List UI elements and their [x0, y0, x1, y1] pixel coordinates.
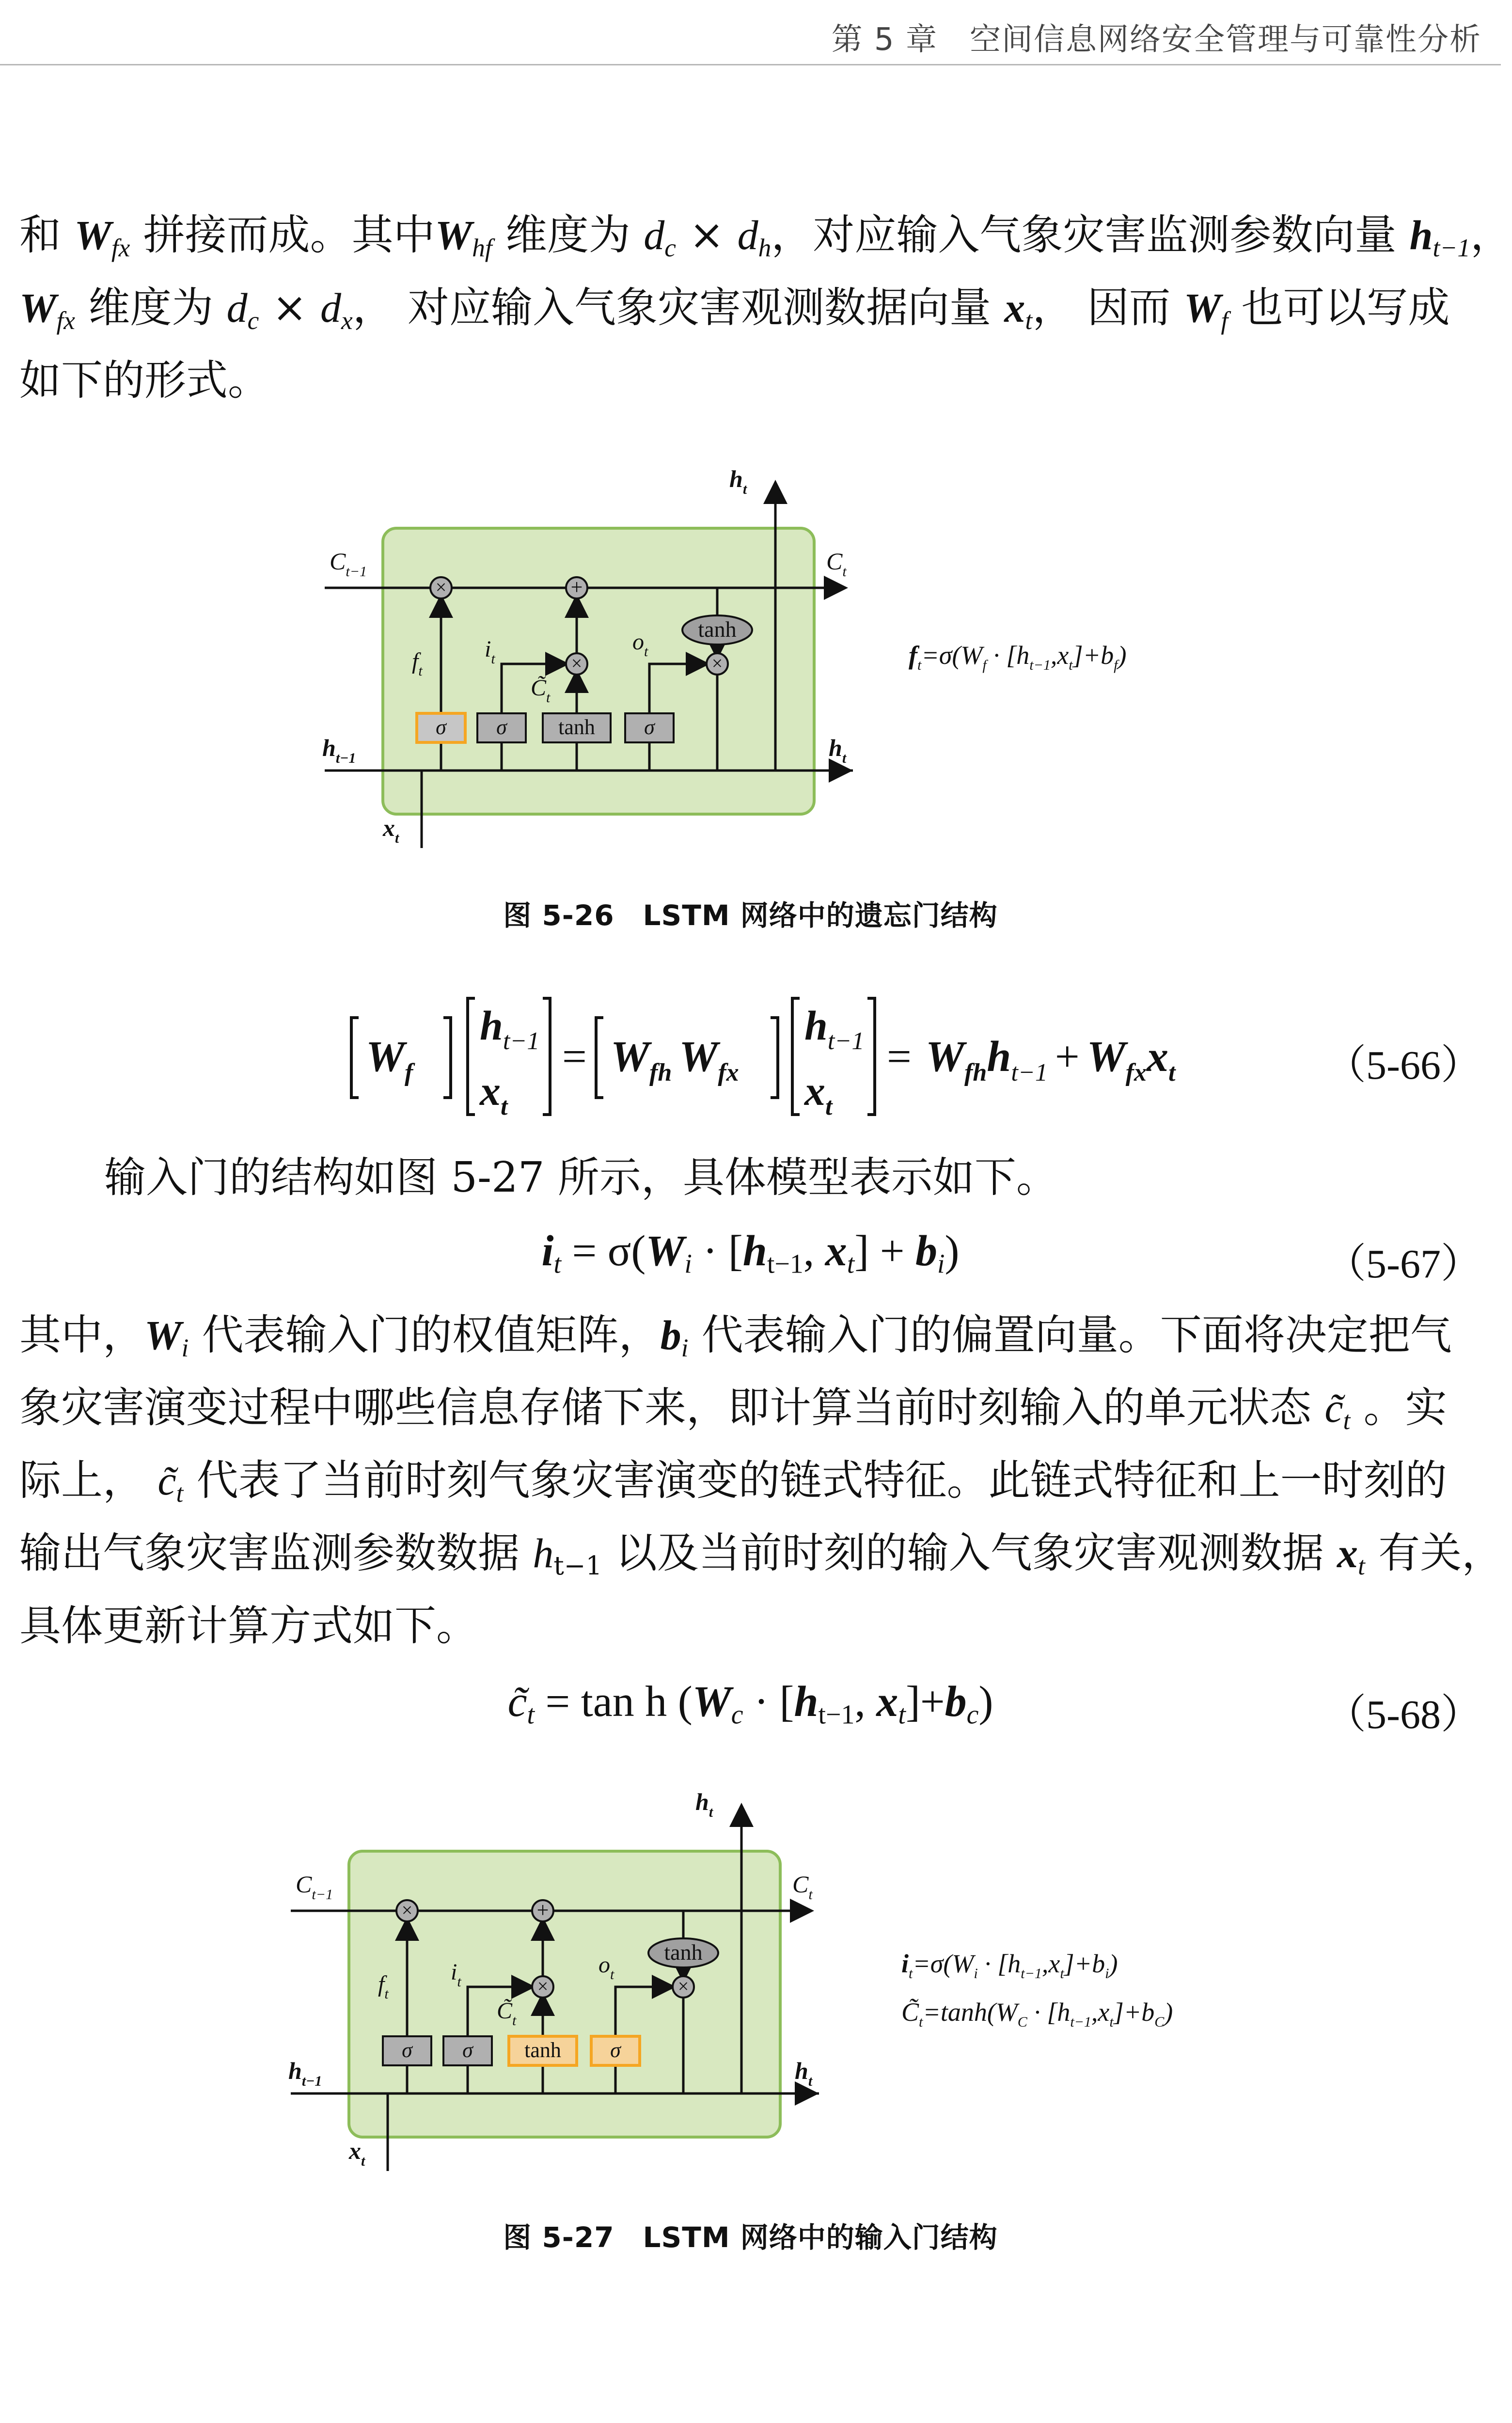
svg-text:=: = — [562, 1033, 587, 1081]
candidate-state-formula: $C̃_t=\tanh(W_C \cdot [h_{t-1},x_t]+b_C)$ — [901, 1998, 1173, 2030]
svg-text:tanh: tanh — [558, 715, 595, 739]
svg-text:xt: $x_t$ — [349, 2137, 365, 2169]
paragraph-2: 输入门的结构如图 5-27 所示，具体模型表示如下。 — [104, 1153, 1058, 1202]
svg-text:WfhWfx: $W_{fh}$ $W_{fx}$ — [611, 1033, 739, 1086]
svg-text:×: × — [537, 1975, 549, 1997]
svg-text:tanh: tanh — [664, 1940, 703, 1965]
svg-text:ft: $f_t$ — [412, 648, 423, 679]
svg-text:ht: $h_t$ — [695, 1788, 713, 1820]
paragraph-1-line-2: $W_{fx}$ 维度为 $d_c \times d_x$， 对应输入气象灾害观测数据向量 $x_t$， 因而 $W_f$ 也可以写成 — [19, 283, 1450, 335]
tanh-oval-label: tanh — [698, 617, 737, 642]
svg-text:ht: $h_t$ — [795, 2057, 813, 2089]
svg-text:ht: $h_t$ — [729, 465, 747, 497]
svg-text:=: = — [887, 1033, 912, 1081]
svg-text:Ct: $C_t$ — [792, 1871, 813, 1903]
svg-text:×: × — [401, 1899, 413, 1921]
paragraph-1-line-1: 和 $W_{fx}$ 拼接而成。其中$W_{hf}$ 维度为 $d_c \times d_h$，对应输入气象灾害监测参数向量 $h_{t-1}$， — [19, 211, 1512, 262]
svg-text:σ: σ — [610, 2038, 621, 2062]
svg-text:σ: σ — [644, 715, 655, 739]
equation-5-68-body: $c̃_t = \tan h$ ($W_c \cdot [h_{t-1}$, $x_t]+b_c$) — [507, 1678, 993, 1730]
equation-5-66-number: （5-66） — [1325, 1043, 1481, 1088]
input-gate-formula: $i_t=\sigma(W_i \cdot [h_{t-1},x_t]+b_i)$ — [901, 1949, 1118, 1982]
svg-text:Ct−1: $C_{t-1}$ — [296, 1871, 333, 1903]
figure-5-27-input-gate-diagram — [276, 1788, 1236, 2186]
svg-text:it: $i_t$ — [485, 636, 495, 667]
svg-text:ht−1: $h_{t-1}$ — [288, 2057, 322, 2089]
svg-text:xt: $x_t$ — [480, 1068, 508, 1120]
svg-text:ht−1: $h_{t-1}$ — [804, 1002, 865, 1055]
svg-text:×: × — [677, 1975, 689, 1997]
svg-text:C̃t: $C̃_t$ — [497, 1998, 517, 2029]
paragraph-1-line-3: 如下的形式。 — [19, 356, 269, 405]
svg-text:σ: σ — [496, 715, 507, 739]
svg-text:ot: $o_t$ — [598, 1952, 614, 1982]
paragraph-3-line-4: 输出气象灾害监测参数数据 $h_{t-1}$ 以及当前时刻的输入气象灾害观测数据 $x_t$ 有关， — [19, 1529, 1504, 1581]
svg-text:Ct−1: $C_{t-1}$ — [330, 548, 367, 580]
svg-text:xt: $x_t$ — [383, 814, 399, 846]
svg-text:+: + — [536, 1898, 549, 1922]
equation-5-66-body — [349, 993, 1221, 1119]
svg-text:σ: σ — [402, 2038, 412, 2062]
svg-text:C̃t: $C̃_t$ — [531, 675, 551, 706]
svg-text:ht−1: $h_{t-1}$ — [322, 734, 356, 766]
paragraph-3-line-3: 际上， $c̃_t$ 代表了当前时刻气象灾害演变的链式特征。此链式特征和上一时刻的 — [19, 1456, 1447, 1508]
equation-5-67-number: （5-67） — [1325, 1242, 1481, 1287]
equation-5-68-number: （5-68） — [1325, 1692, 1481, 1737]
svg-text:it: $i_t$ — [451, 1959, 461, 1990]
svg-text:xt: $x_t$ — [804, 1068, 833, 1120]
header-rule — [0, 64, 1501, 65]
equation-5-67-body: $i_t = \sigma(W_i \cdot [h_{t-1}$, $x_t] + b_i$) — [541, 1227, 960, 1279]
running-header: 第 5 章 空间信息网络安全管理与可靠性分析 — [831, 22, 1481, 58]
paragraph-1 — [19, 199, 1512, 417]
svg-text:ht: $h_t$ — [829, 734, 847, 766]
figure-5-27-caption: 图 5-27 LSTM 网络中的输入门结构 — [503, 2221, 998, 2254]
svg-text:×: × — [435, 576, 447, 598]
equation-5-66 — [0, 993, 1501, 1120]
svg-text:tanh: tanh — [524, 2038, 561, 2062]
svg-text:σ: σ — [462, 2038, 473, 2062]
svg-text:ot: $o_t$ — [632, 629, 648, 660]
svg-text:Wf: $W_f$ — [366, 1033, 413, 1086]
svg-text:Ct: $C_t$ — [826, 548, 847, 580]
svg-text:×: × — [571, 652, 583, 674]
equation-5-68 — [0, 1667, 1501, 1764]
paragraph-3 — [19, 1299, 1504, 1662]
svg-text:+: + — [570, 575, 583, 599]
forget-gate-formula: $f_t=\sigma(W_f \cdot [h_{t-1},x_t]+b_f)$ — [909, 641, 1127, 673]
svg-text:ht−1: $h_{t-1}$ — [480, 1002, 540, 1055]
figure-5-26-caption: 图 5-26 LSTM 网络中的遗忘门结构 — [503, 899, 998, 932]
svg-text:ft: $f_t$ — [378, 1971, 389, 2002]
svg-text:σ: σ — [436, 715, 446, 739]
svg-text:×: × — [711, 652, 723, 674]
paragraph-3-line-5: 具体更新计算方式如下。 — [19, 1602, 478, 1650]
svg-text:Wfhht−1+Wfxxt: $W_{fh}h_{t-1} + W_{fx}x_t$ — [926, 1033, 1176, 1086]
paragraph-3-line-1: 其中，$W_i$ 代表输入门的权值矩阵，$b_i$ 代表输入门的偏置向量。下面将决定把气 — [19, 1311, 1452, 1362]
figure-5-26-forget-gate-diagram — [310, 465, 1231, 863]
paragraph-3-line-2: 象灾害演变过程中哪些信息存储下来，即计算当前时刻输入的单元状态 $c̃_t$ 。实 — [19, 1384, 1447, 1435]
